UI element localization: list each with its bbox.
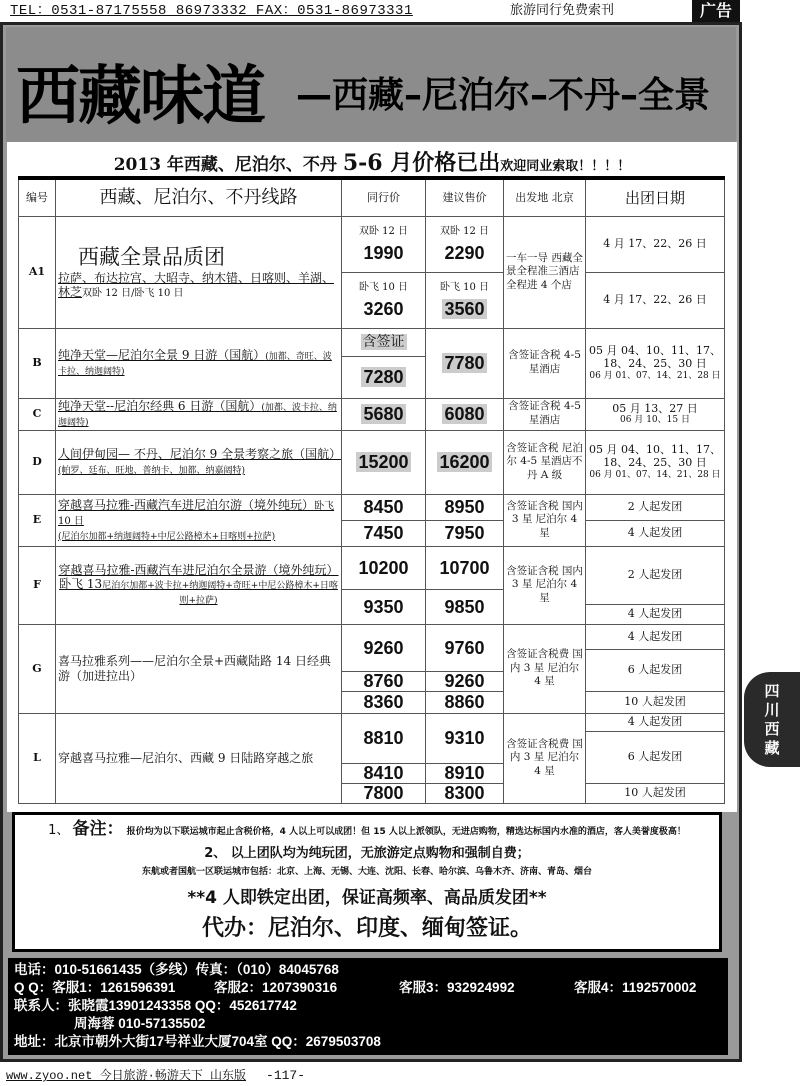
suggested-price: 9260 xyxy=(426,671,504,691)
price-label: 双卧 12 日 xyxy=(439,226,490,237)
note-visa-service: 代办：尼泊尔、印度、缅甸签证。 xyxy=(201,916,532,941)
price-table xyxy=(18,176,725,804)
row-no: B xyxy=(19,328,56,398)
dates xyxy=(586,398,725,430)
route-cell: 穿越喜马拉雅—尼泊尔、西藏 9 日陆路穿越之旅 xyxy=(56,713,342,803)
peer-price xyxy=(342,398,426,430)
route-title: 西藏全景品质团 xyxy=(78,244,225,269)
contact-person-2: 周海蓉 010-57135502 xyxy=(74,1016,206,1031)
route-cell xyxy=(56,546,342,624)
contact-qq-row xyxy=(14,979,722,997)
suggested-price xyxy=(426,272,504,328)
page-number: -117- xyxy=(266,1068,306,1083)
col-peer-price: 同行价 xyxy=(342,178,426,216)
departure-info: 一车一导 西藏全景全程准三酒店 全程进 4 个店 xyxy=(504,216,586,328)
peer-price: 7450 xyxy=(342,520,426,546)
table-row xyxy=(19,546,725,589)
dates: 6 人起发团 xyxy=(586,731,725,783)
price-label: 卧飞 10 日 xyxy=(439,282,490,293)
peer-price: 9260 xyxy=(342,624,426,671)
dates: 4 月 17、22、26 日 xyxy=(586,216,725,272)
ad-badge: 广告 xyxy=(692,0,740,22)
peer-price: 8760 xyxy=(342,671,426,691)
peer-price xyxy=(342,272,426,328)
contact-box xyxy=(8,958,728,1055)
note-2: 2、 以上团队均为纯玩团，无旅游定点购物和强制自费； xyxy=(204,846,530,861)
top-bar xyxy=(10,0,730,22)
departure-info: 含签证含税 4-5 星酒店 xyxy=(504,398,586,430)
price-value: 5680 xyxy=(363,404,404,424)
contact-person-1: 联系人：张晓霞13901243358 QQ：452617742 xyxy=(14,998,297,1013)
suggested-price: 10700 xyxy=(426,546,504,589)
route-sites: (加都、波卡拉、纳迦阔特) xyxy=(58,403,337,428)
price-value: 1990 xyxy=(363,243,404,263)
price-value: 7780 xyxy=(444,353,485,373)
row-no: E xyxy=(19,494,56,546)
suggested-price: 8950 xyxy=(426,494,504,520)
table-row xyxy=(19,398,725,430)
note-1 xyxy=(15,821,719,840)
dates-june: 06 月 01、07、14、21、28 日 xyxy=(589,371,721,382)
route-note: 双卧 12 日/卧飞 10 日 xyxy=(82,288,184,300)
sub-title: —西藏–尼泊尔–不丹–全景 xyxy=(296,75,711,116)
departure-info: 含签证含税 尼泊尔 4-5 星酒店不丹 A 级 xyxy=(504,430,586,494)
col-no: 编号 xyxy=(19,178,56,216)
route-title: 人间伊甸园— 不丹、尼泊尔 9 全景考察之旅（国航） xyxy=(58,447,342,462)
route-cell xyxy=(56,398,342,430)
suggested-price xyxy=(426,328,504,398)
col-departure: 出发地 北京 xyxy=(504,178,586,216)
price-value: 6080 xyxy=(444,404,485,424)
dates: 4 人起发团 xyxy=(586,520,725,546)
dates: 2 人起发团 xyxy=(586,494,725,520)
dates: 4 人起发团 xyxy=(586,604,725,624)
contact-phone: 电话：010-51661435（多线）传真：（010）84045768 xyxy=(14,962,339,977)
peer-price: 8450 xyxy=(342,494,426,520)
table-row xyxy=(19,328,725,356)
suggested-price: 8300 xyxy=(426,783,504,803)
row-no: A1 xyxy=(19,216,56,328)
route-sites: 尼泊尔加都+波卡拉+纳迦阔特+奇旺+中尼公路樟木+日喀则+拉萨) xyxy=(102,581,338,607)
suggested-price: 9310 xyxy=(426,713,504,763)
free-magazine-label: 旅游同行免费索刊 xyxy=(510,3,615,18)
departure-info: 含签证含税 4-5星酒店 xyxy=(504,328,586,398)
suggested-price xyxy=(426,430,504,494)
note-text: 报价均为以下联运城市起止含税价格，4 人以上可以成团！但 15 人以上派领队，无进店购物，精选达标国内水准的酒店，客人美誉度极高！ xyxy=(126,827,686,837)
row-no: D xyxy=(19,430,56,494)
headline xyxy=(7,146,737,177)
headline-price-out: 5-6 月价格已出 xyxy=(342,150,501,176)
peer-price xyxy=(342,216,426,272)
peer-price: 8360 xyxy=(342,691,426,713)
route-cell xyxy=(56,328,342,398)
headline-welcome: 欢迎同业索取！！！！ xyxy=(500,159,631,174)
headline-year: 2013 年西藏、尼泊尔、不丹 xyxy=(113,155,343,175)
qq-service-3: 客服3：932924992 xyxy=(399,980,515,995)
col-dates: 出团日期 xyxy=(586,178,725,216)
title-banner xyxy=(6,27,736,142)
notes-box xyxy=(12,812,722,952)
visa-text: 含签证 xyxy=(362,333,405,350)
route-cell xyxy=(56,430,342,494)
route-cell xyxy=(56,494,342,546)
dates: 2 人起发团 xyxy=(586,546,725,604)
page-footer xyxy=(6,1066,305,1083)
route-cell xyxy=(56,216,342,328)
row-no: F xyxy=(19,546,56,624)
price-value: 15200 xyxy=(358,452,409,472)
dates: 4 人起发团 xyxy=(586,713,725,731)
suggested-price xyxy=(426,398,504,430)
peer-price: 10200 xyxy=(342,546,426,589)
visa-label xyxy=(342,328,426,356)
suggested-price: 8860 xyxy=(426,691,504,713)
route-title: 纯净天堂—尼泊尔全景 9 日游（国航） xyxy=(58,348,266,363)
suggested-price: 9760 xyxy=(426,624,504,671)
peer-price xyxy=(342,430,426,494)
peer-price: 8810 xyxy=(342,713,426,763)
table-row xyxy=(19,713,725,731)
suggested-price: 7950 xyxy=(426,520,504,546)
price-value: 16200 xyxy=(439,452,490,472)
table-row xyxy=(19,494,725,520)
contact-numbers: TEL：0531-87175558 86973332 FAX：0531-86973331 xyxy=(10,3,413,19)
dates: 4 人起发团 xyxy=(586,624,725,649)
dates xyxy=(586,328,725,398)
peer-price: 8410 xyxy=(342,763,426,783)
route-sites: 拉萨、布达拉宫、大昭寺、纳木错、日喀则、羊湖、林芝 xyxy=(58,270,335,300)
dates: 10 人起发团 xyxy=(586,783,725,803)
suggested-price: 8910 xyxy=(426,763,504,783)
price-panel xyxy=(7,142,737,812)
qq-service-4: 客服4：1192570002 xyxy=(574,980,697,995)
dates: 6 人起发团 xyxy=(586,649,725,691)
price-label: 双卧 12 日 xyxy=(358,226,409,237)
price-value: 7280 xyxy=(363,367,404,387)
dates-may: 05 月 04、10、11、17、18、24、25、30 日 xyxy=(589,343,721,371)
price-label: 卧飞 10 日 xyxy=(358,282,409,293)
price-value: 2290 xyxy=(444,243,485,263)
route-cell: 喜马拉雅系列——尼泊尔全景+西藏陆路 14 日经典游（加进拉出） xyxy=(56,624,342,713)
table-row xyxy=(19,430,725,494)
row-no: C xyxy=(19,398,56,430)
route-title: 纯净天堂--尼泊尔经典 6 日游（国航） xyxy=(58,399,262,414)
route-note: 卧飞 10 日 xyxy=(58,500,335,527)
route-sites: (尼泊尔加都+纳迦阔特+中尼公路樟木+日喀则+拉萨) xyxy=(58,531,276,542)
suggested-price xyxy=(426,216,504,272)
dates-may: 05 月 13、27 日 xyxy=(612,401,698,415)
note-number: 1、 xyxy=(48,823,70,838)
note-guarantee: **4 人即铁定出团，保证高频率、高品质发团** xyxy=(187,888,547,908)
row-no: L xyxy=(19,713,56,803)
note-label: 备注： xyxy=(72,819,124,839)
peer-price xyxy=(342,356,426,398)
qq-service-2: 客服2：1207390316 xyxy=(214,980,338,995)
dates: 10 人起发团 xyxy=(586,691,725,713)
dates: 4 月 17、22、26 日 xyxy=(586,272,725,328)
departure-info: 含签证含税 国内 3 星 尼泊尔 4 星 xyxy=(504,546,586,624)
section-tab xyxy=(744,672,800,767)
price-value: 3260 xyxy=(363,299,404,319)
dates xyxy=(586,430,725,494)
route-sites: (帕罗、廷布、旺地、普纳卡、加都、纳嘉阔特) xyxy=(58,465,246,476)
qq-service-1: Q Q：客服1：1261596391 xyxy=(14,980,176,995)
contact-address: 地址：北京市朝外大街17号祥业大厦704室 QQ：2679503708 xyxy=(14,1034,381,1049)
route-title: 穿越喜马拉雅-西藏汽车进尼泊尔全景游（境外纯玩）卧飞 13 xyxy=(58,563,339,592)
col-route: 西藏、尼泊尔、不丹线路 xyxy=(56,178,342,216)
footer-site: www.zyoo.net 今日旅游·畅游天下 山东版 xyxy=(6,1069,247,1083)
peer-price: 9350 xyxy=(342,589,426,624)
dates-june: 06 月 10、15 日 xyxy=(620,415,690,426)
dates-june: 06 月 01、07、14、21、28 日 xyxy=(589,470,721,481)
row-no: G xyxy=(19,624,56,713)
table-header xyxy=(19,178,725,216)
col-suggested-price: 建议售价 xyxy=(426,178,504,216)
table-row xyxy=(19,624,725,649)
price-value: 3560 xyxy=(444,299,485,319)
route-sites: (加都、奇旺、波卡拉、纳迦阔特) xyxy=(58,352,332,377)
dates-may: 05 月 04、10、11、17、18、24、25、30 日 xyxy=(589,442,721,470)
route-title: 穿越喜马拉雅-西藏汽车进尼泊尔游（境外纯玩） xyxy=(58,497,315,512)
departure-info: 含签证含税费 国内 3 星 尼泊尔 4 星 xyxy=(504,624,586,713)
section-tab-label: 四川西藏 xyxy=(764,682,780,757)
departure-info: 含签证含税 国内 3 星 尼泊尔 4 星 xyxy=(504,494,586,546)
departure-info: 含签证含税费 国内 3 星 尼泊尔 4 星 xyxy=(504,713,586,803)
suggested-price: 9850 xyxy=(426,589,504,624)
table-row xyxy=(19,216,725,272)
note-cities: 东航或者国航一区联运城市包括：北京、上海、无锡、大连、沈阳、长春、哈尔滨、乌鲁木齐、济南、青岛、烟台 xyxy=(141,867,592,877)
peer-price: 7800 xyxy=(342,783,426,803)
main-title: 西藏味道 xyxy=(16,60,264,134)
